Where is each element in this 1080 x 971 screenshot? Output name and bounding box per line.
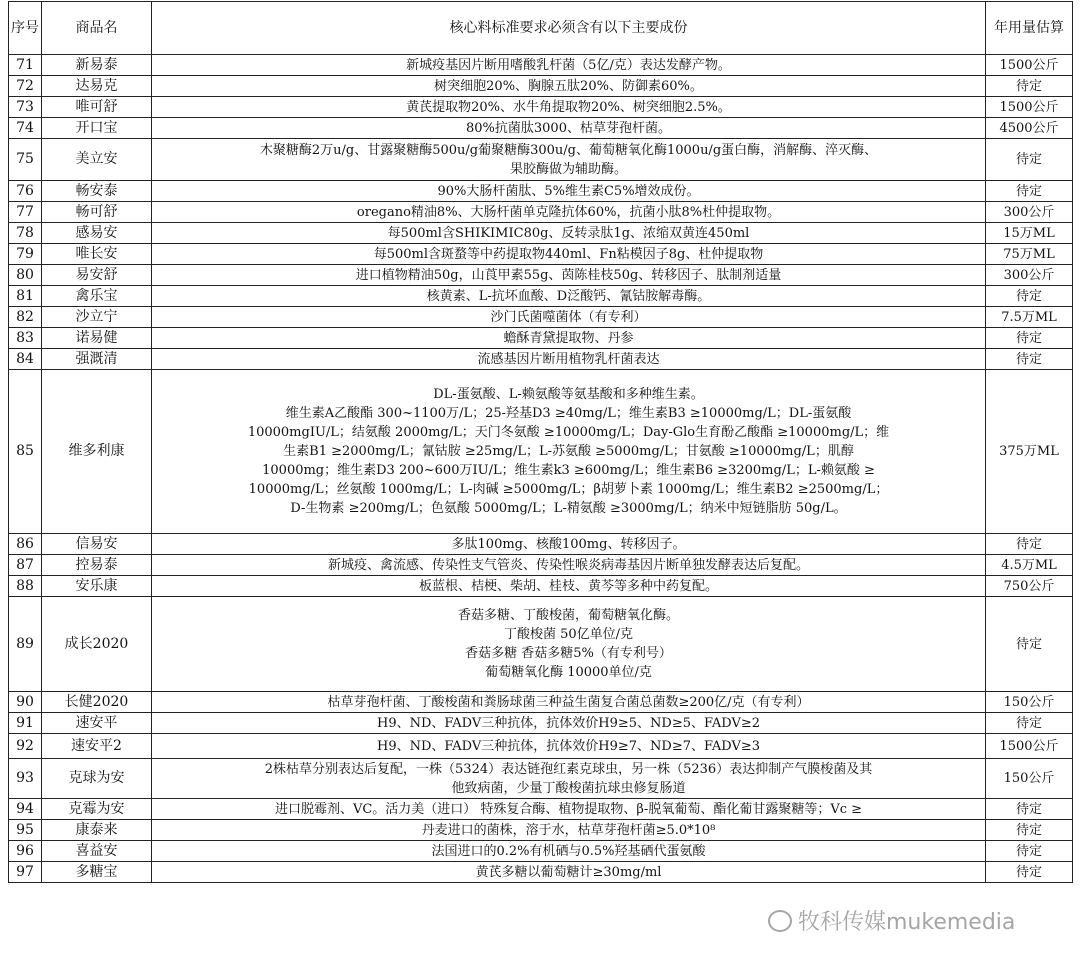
core-ingredients bbox=[152, 181, 986, 202]
ingredient-line: 10000mgIU/L；结氨酸 2000mg/L；天门冬氨酸 ≥10000mg/L；Day-Glo生育酚乙酸酯 ≥10000mg/L；维 bbox=[247, 425, 890, 440]
row-number: 82 bbox=[9, 307, 42, 328]
ingredient-line: 进口植物精油50g，山莨甲素55g、茵陈桂枝50g、转移因子、肽制剂适量 bbox=[355, 267, 782, 283]
annual-usage: 待定 bbox=[986, 139, 1073, 181]
core-ingredients bbox=[152, 862, 986, 883]
watermark-text: 牧科传媒mukemedia bbox=[798, 910, 1016, 935]
core-ingredients bbox=[152, 576, 986, 597]
annual-usage: 待定 bbox=[986, 328, 1073, 349]
ingredients-table bbox=[8, 1, 1073, 883]
wechat-icon bbox=[768, 910, 792, 932]
table-row bbox=[9, 555, 1073, 576]
annual-usage: 300公斤 bbox=[986, 202, 1073, 223]
header-core: 核心料标准要求必须含有以下主要成份 bbox=[152, 2, 986, 55]
row-number: 84 bbox=[9, 349, 42, 370]
ingredient-line: 新城疫、禽流感、传染性支气管炎、传染性喉炎病毒基因片断单独发酵表达后复配。 bbox=[327, 557, 809, 573]
ingredient-line: 进口脱霉剂、VC。活力美（进口） 特殊复合酶、植物提取物、β-脱氧葡萄、酯化葡甘露聚糖等；Vc ≥ bbox=[274, 801, 863, 817]
core-ingredients bbox=[152, 307, 986, 328]
core-ingredients bbox=[152, 734, 986, 759]
annual-usage: 150公斤 bbox=[986, 759, 1073, 799]
ingredient-line: 核黄素、L-抗坏血酸、D泛酸钙、氰钴胺解毒酶。 bbox=[426, 288, 711, 304]
product-name: 易安舒 bbox=[42, 265, 152, 286]
table-row bbox=[9, 841, 1073, 862]
row-number: 94 bbox=[9, 799, 42, 820]
header-usage: 年用量估算 bbox=[986, 2, 1073, 55]
row-number: 86 bbox=[9, 534, 42, 555]
annual-usage: 4.5万ML bbox=[986, 555, 1073, 576]
product-name: 控易泰 bbox=[42, 555, 152, 576]
product-name: 沙立宁 bbox=[42, 307, 152, 328]
ingredient-line: oregano精油8%、大肠杆菌单克隆抗体60%，抗菌小肽8%杜仲提取物。 bbox=[356, 204, 781, 220]
table-row bbox=[9, 139, 1073, 181]
ingredient-line: 法国进口的0.2%有机硒与0.5%羟基硒代蛋氨酸 bbox=[431, 843, 706, 859]
core-ingredients bbox=[152, 265, 986, 286]
row-number: 76 bbox=[9, 181, 42, 202]
core-ingredients bbox=[152, 799, 986, 820]
table-row bbox=[9, 713, 1073, 734]
product-name: 长健2020 bbox=[42, 692, 152, 713]
ingredient-line: H9、ND、FADV三种抗体，抗体效价H9≥7、ND≥7、FADV≥3 bbox=[376, 738, 761, 754]
annual-usage: 150公斤 bbox=[986, 692, 1073, 713]
annual-usage: 300公斤 bbox=[986, 265, 1073, 286]
annual-usage: 7.5万ML bbox=[986, 307, 1073, 328]
header-name: 商品名 bbox=[42, 2, 152, 55]
product-name: 康泰来 bbox=[42, 820, 152, 841]
annual-usage: 1500公斤 bbox=[986, 734, 1073, 759]
row-number: 73 bbox=[9, 97, 42, 118]
annual-usage: 1500公斤 bbox=[986, 97, 1073, 118]
product-name: 唯长安 bbox=[42, 244, 152, 265]
row-number: 74 bbox=[9, 118, 42, 139]
product-name: 成长2020 bbox=[42, 597, 152, 692]
ingredient-line: 香菇多糖 香菇多糖5%（有专利号） bbox=[465, 646, 672, 661]
ingredient-line: 葡萄糖氧化酶 10000单位/克 bbox=[485, 665, 652, 680]
table-body bbox=[9, 55, 1073, 883]
row-number: 93 bbox=[9, 759, 42, 799]
row-number: 95 bbox=[9, 820, 42, 841]
row-number: 85 bbox=[9, 370, 42, 534]
row-number: 79 bbox=[9, 244, 42, 265]
ingredient-line: 香菇多糖、丁酸梭菌，葡萄糖氧化酶。 bbox=[457, 608, 679, 623]
table-row bbox=[9, 759, 1073, 799]
product-name: 克霉为安 bbox=[42, 799, 152, 820]
header-row bbox=[9, 2, 1073, 55]
annual-usage: 750公斤 bbox=[986, 576, 1073, 597]
annual-usage: 待定 bbox=[986, 862, 1073, 883]
table-row bbox=[9, 349, 1073, 370]
core-ingredients bbox=[152, 820, 986, 841]
ingredient-line: 80%抗菌肽3000、枯草芽孢杆菌。 bbox=[466, 120, 671, 136]
core-ingredients bbox=[152, 349, 986, 370]
ingredient-line: 丹麦进口的菌株，溶于水，枯草芽孢杆菌≥5.0*10⁸ bbox=[421, 822, 716, 838]
table-row bbox=[9, 597, 1073, 692]
core-ingredients bbox=[152, 202, 986, 223]
table-row bbox=[9, 799, 1073, 820]
row-number: 71 bbox=[9, 55, 42, 76]
product-name: 安乐康 bbox=[42, 576, 152, 597]
row-number: 90 bbox=[9, 692, 42, 713]
product-name: 达易克 bbox=[42, 76, 152, 97]
row-number: 92 bbox=[9, 734, 42, 759]
annual-usage: 75万ML bbox=[986, 244, 1073, 265]
row-number: 77 bbox=[9, 202, 42, 223]
row-number: 78 bbox=[9, 223, 42, 244]
core-ingredients bbox=[152, 370, 986, 534]
annual-usage: 待定 bbox=[986, 534, 1073, 555]
row-number: 88 bbox=[9, 576, 42, 597]
product-name: 多糖宝 bbox=[42, 862, 152, 883]
product-name: 新易泰 bbox=[42, 55, 152, 76]
core-ingredients bbox=[152, 97, 986, 118]
ingredient-line: 2株枯草分别表达后复配，一株（5324）表达链孢红素克球虫，另一株（5236）表达抑制产气膜梭菌及其 bbox=[264, 761, 873, 777]
ingredient-line: 他致病菌，少量丁酸梭菌抗球虫修复肠道 bbox=[451, 780, 686, 796]
core-ingredients bbox=[152, 713, 986, 734]
table-row bbox=[9, 820, 1073, 841]
core-ingredients bbox=[152, 55, 986, 76]
annual-usage: 待定 bbox=[986, 841, 1073, 862]
ingredient-line: 生素B1 ≥2000mg/L；氰钴胺 ≥25mg/L；L-苏氨酸 ≥5000mg/L；甘氨酸 ≥10000mg/L；肌醇 bbox=[283, 444, 854, 459]
product-name: 美立安 bbox=[42, 139, 152, 181]
annual-usage: 待定 bbox=[986, 286, 1073, 307]
core-ingredients bbox=[152, 286, 986, 307]
annual-usage: 待定 bbox=[986, 820, 1073, 841]
ingredient-line: 10000mg；维生素D3 200~600万IU/L；维生素k3 ≥600mg/L；维生素B6 ≥3200mg/L；L-赖氨酸 ≥ bbox=[262, 463, 875, 478]
ingredient-line: 每500ml含斑蝥等中药提取物440ml、Fn粘模因子8g、杜仲提取物 bbox=[373, 246, 764, 262]
product-name: 唯可舒 bbox=[42, 97, 152, 118]
core-ingredients bbox=[152, 555, 986, 576]
core-ingredients bbox=[152, 534, 986, 555]
product-name: 畅安泰 bbox=[42, 181, 152, 202]
table-row bbox=[9, 862, 1073, 883]
core-ingredients bbox=[152, 223, 986, 244]
product-name: 喜益安 bbox=[42, 841, 152, 862]
table-row bbox=[9, 223, 1073, 244]
ingredient-line: 90%大肠杆菌肽、5%维生素C5%增效成份。 bbox=[437, 183, 700, 199]
annual-usage: 4500公斤 bbox=[986, 118, 1073, 139]
core-ingredients bbox=[152, 118, 986, 139]
table-row bbox=[9, 97, 1073, 118]
ingredient-line: 沙门氏菌噬菌体（有专利） bbox=[490, 309, 647, 325]
row-number: 87 bbox=[9, 555, 42, 576]
core-ingredients bbox=[152, 244, 986, 265]
table-row bbox=[9, 328, 1073, 349]
product-name: 信易安 bbox=[42, 534, 152, 555]
row-number: 72 bbox=[9, 76, 42, 97]
ingredient-line: 板蓝根、桔梗、柴胡、桂枝、黄芩等多种中药复配。 bbox=[418, 578, 718, 594]
product-name: 速安平 bbox=[42, 713, 152, 734]
row-number: 96 bbox=[9, 841, 42, 862]
ingredient-line: 枯草芽孢杆菌、丁酸梭菌和粪肠球菌三种益生菌复合菌总菌数≥200亿/克（有专利） bbox=[327, 694, 810, 710]
ingredient-line: D-生物素 ≥200mg/L；色氨酸 5000mg/L；L-精氨酸 ≥3000mg/L；纳米中短链脂肪 50g/L。 bbox=[290, 501, 847, 516]
table-row bbox=[9, 534, 1073, 555]
row-number: 75 bbox=[9, 139, 42, 181]
header-no: 序号 bbox=[9, 2, 42, 55]
table-row bbox=[9, 307, 1073, 328]
ingredient-line: 维生素A乙酸酯 300~1100万/L；25-羟基D3 ≥40mg/L；维生素B3 ≥10000mg/L；DL-蛋氨酸 bbox=[285, 406, 852, 421]
table-row bbox=[9, 55, 1073, 76]
annual-usage: 待定 bbox=[986, 349, 1073, 370]
annual-usage: 375万ML bbox=[986, 370, 1073, 534]
ingredient-line: 木聚糖酶2万u/g、甘露聚糖酶500u/g葡聚糖酶300u/g、葡萄糖氧化酶1000u/g蛋白酶，消解酶、淬灭酶、 bbox=[259, 142, 878, 158]
product-name: 速安平2 bbox=[42, 734, 152, 759]
product-name: 强溉清 bbox=[42, 349, 152, 370]
table-row bbox=[9, 265, 1073, 286]
product-name: 畅可舒 bbox=[42, 202, 152, 223]
ingredient-line: 蟾酥青黛提取物、丹参 bbox=[503, 330, 634, 346]
table-row bbox=[9, 244, 1073, 265]
table-row bbox=[9, 118, 1073, 139]
row-number: 89 bbox=[9, 597, 42, 692]
ingredient-line: 多肽100mg、核酸100mg、转移因子。 bbox=[451, 536, 686, 552]
row-number: 91 bbox=[9, 713, 42, 734]
core-ingredients bbox=[152, 692, 986, 713]
ingredient-line: 每500ml含SHIKIMIC80g、反转录肽1g、浓缩双黄连450ml bbox=[387, 225, 750, 241]
product-name: 克球为安 bbox=[42, 759, 152, 799]
table-row bbox=[9, 202, 1073, 223]
ingredient-line: H9、ND、FADV三种抗体，抗体效价H9≥5、ND≥5、FADV≥2 bbox=[376, 715, 761, 731]
annual-usage: 15万ML bbox=[986, 223, 1073, 244]
annual-usage: 待定 bbox=[986, 713, 1073, 734]
table-row bbox=[9, 734, 1073, 759]
ingredient-line: 丁酸梭菌 50亿单位/克 bbox=[503, 627, 634, 642]
annual-usage: 待定 bbox=[986, 181, 1073, 202]
table-row bbox=[9, 286, 1073, 307]
table-row bbox=[9, 576, 1073, 597]
table-row bbox=[9, 370, 1073, 534]
product-name: 感易安 bbox=[42, 223, 152, 244]
table-row bbox=[9, 692, 1073, 713]
annual-usage: 待定 bbox=[986, 76, 1073, 97]
annual-usage: 1500公斤 bbox=[986, 55, 1073, 76]
ingredient-line: 果胶酶做为辅助酶。 bbox=[509, 161, 627, 177]
core-ingredients bbox=[152, 759, 986, 799]
product-name: 禽乐宝 bbox=[42, 286, 152, 307]
ingredient-line: 黄芪提取物20%、水牛角提取物20%、树突细胞2.5%。 bbox=[406, 99, 731, 115]
row-number: 97 bbox=[9, 862, 42, 883]
core-ingredients bbox=[152, 139, 986, 181]
ingredient-line: 黄芪多糖以葡萄糖计≥30mg/ml bbox=[475, 864, 662, 880]
ingredient-line: 树突细胞20%、胸腺五肽20%、防御素60%。 bbox=[434, 78, 703, 94]
row-number: 80 bbox=[9, 265, 42, 286]
annual-usage: 待定 bbox=[986, 597, 1073, 692]
row-number: 81 bbox=[9, 286, 42, 307]
ingredient-line: DL-蛋氨酸、L-赖氨酸等氨基酸和多种维生素。 bbox=[433, 387, 704, 402]
watermark bbox=[768, 905, 1015, 936]
table-row bbox=[9, 76, 1073, 97]
row-number: 83 bbox=[9, 328, 42, 349]
core-ingredients bbox=[152, 597, 986, 692]
product-name: 维多利康 bbox=[42, 370, 152, 534]
ingredient-line: 10000mg/L；丝氨酸 1000mg/L；L-肉碱 ≥5000mg/L；β胡萝卜素 1000mg/L；维生素B2 ≥2500mg/L； bbox=[248, 482, 889, 497]
core-ingredients bbox=[152, 841, 986, 862]
annual-usage: 待定 bbox=[986, 799, 1073, 820]
core-ingredients bbox=[152, 328, 986, 349]
product-name: 诺易健 bbox=[42, 328, 152, 349]
ingredient-line: 流感基因片断用植物乳杆菌表达 bbox=[477, 351, 660, 367]
table-row bbox=[9, 181, 1073, 202]
ingredient-line: 新城疫基因片断用嗜酸乳杆菌（5亿/克）表达发酵产物。 bbox=[406, 57, 731, 73]
product-name: 开口宝 bbox=[42, 118, 152, 139]
core-ingredients bbox=[152, 76, 986, 97]
